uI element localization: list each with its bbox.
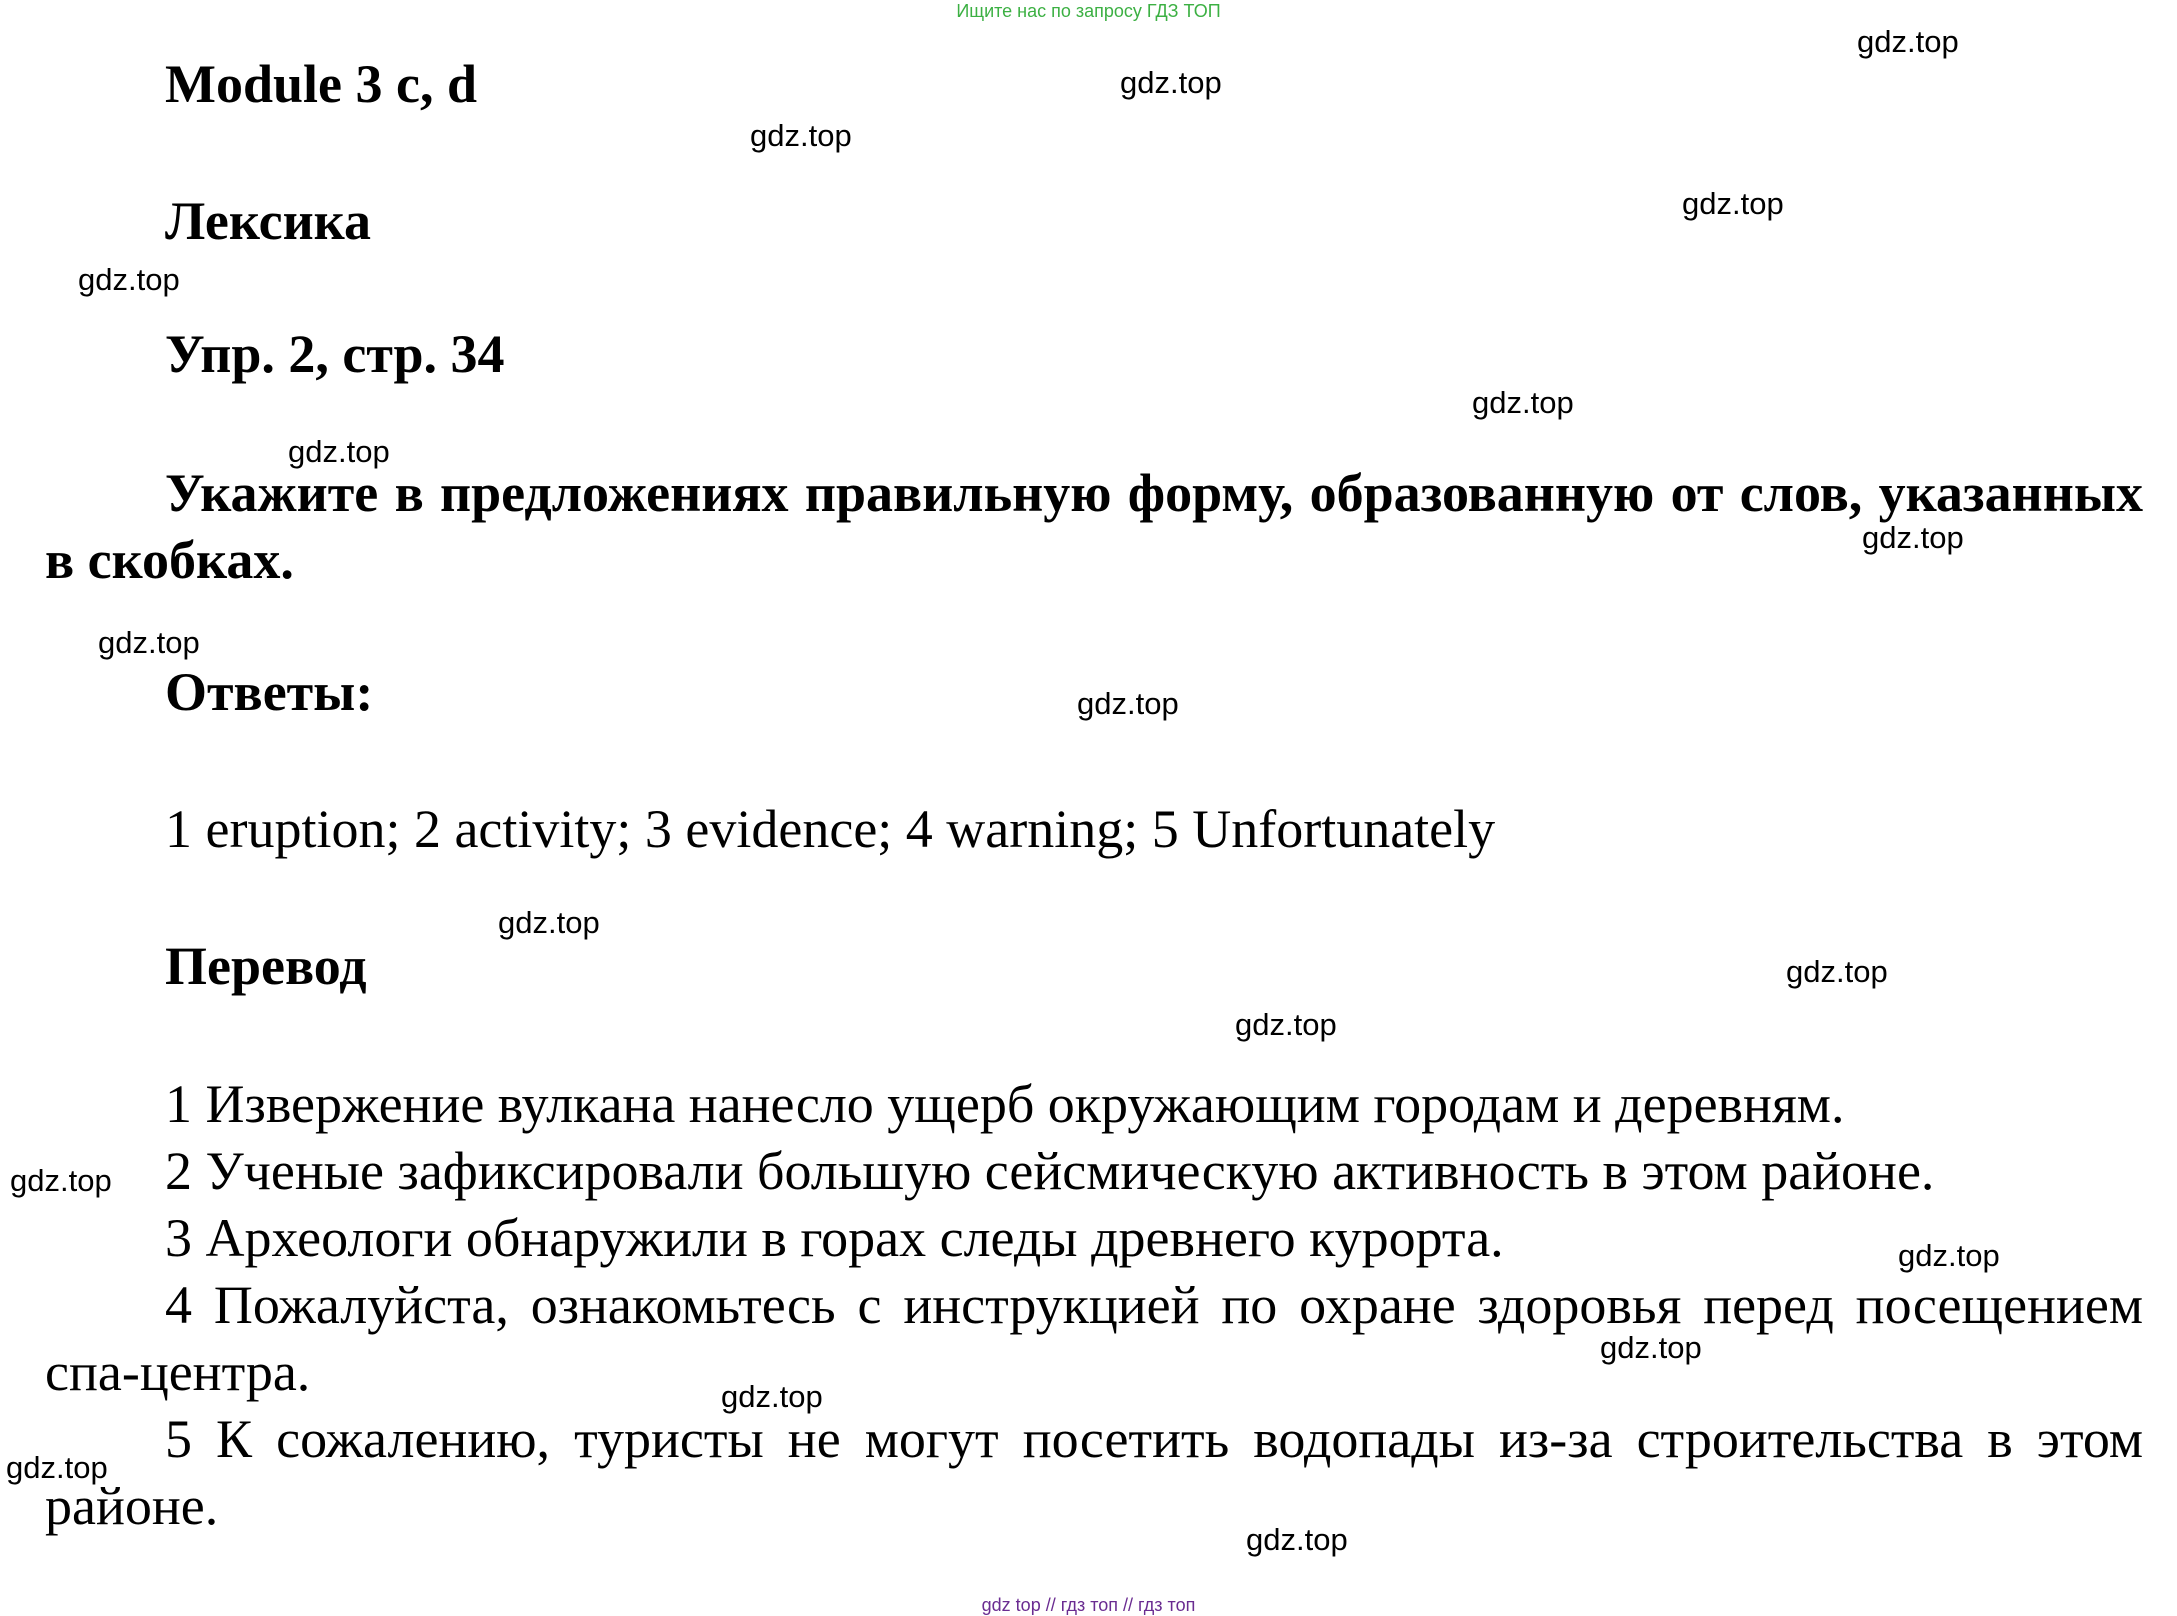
watermark: gdz.top [10,1163,112,1198]
section-title: Лексика [165,191,371,251]
watermark: gdz.top [1857,24,1959,59]
watermark: gdz.top [750,118,852,153]
translation-line-4: 4 Пожалуйста, ознакомьтесь с инструкцией по охране здоровья перед посещением спа-центра. [45,1275,2143,1402]
watermark: gdz.top [1235,1007,1337,1042]
watermark: gdz.top [1786,954,1888,989]
watermark: gdz.top [1120,65,1222,100]
translation-line-3: 3 Археологи обнаружили в горах следы древнего курорта. [165,1208,1504,1268]
module-title: Module 3 c, d [165,54,478,114]
exercise-title: Упр. 2, стр. 34 [165,324,505,384]
watermark: gdz.top [1862,520,1964,555]
top-search-note: Ищите нас по запросу ГДЗ ТОП [956,1,1221,21]
watermark: gdz.top [288,434,390,469]
watermark: gdz.top [721,1379,823,1414]
watermark: gdz.top [78,262,180,297]
watermark: gdz.top [1472,385,1574,420]
task-text: Укажите в предложениях правильную форму, образованную от слов, указанных в скобках. [45,463,2143,590]
answers-text: 1 eruption; 2 activity; 3 evidence; 4 warning; 5 Unfortunately [165,799,1496,859]
watermark: gdz.top [1682,186,1784,221]
watermark: gdz.top [498,905,600,940]
translation-title: Перевод [165,936,367,996]
translation-line-5: 5 К сожалению, туристы не могут посетить водопады из-за строительства в этом районе. [45,1409,2143,1536]
bottom-site-note: gdz top // гдз топ // гдз топ [981,1595,1196,1615]
answers-title: Ответы: [165,662,374,722]
translation-line-1: 1 Извержение вулкана нанесло ущерб окружающим городам и деревням. [165,1074,1845,1134]
watermark: gdz.top [1077,686,1179,721]
watermark: gdz.top [1898,1238,2000,1273]
watermark: gdz.top [1600,1330,1702,1365]
watermark: gdz.top [1246,1522,1348,1557]
translation-line-2: 2 Ученые зафиксировали большую сейсмическую активность в этом районе. [165,1141,1935,1201]
watermark: gdz.top [98,625,200,660]
watermark: gdz.top [6,1450,108,1485]
